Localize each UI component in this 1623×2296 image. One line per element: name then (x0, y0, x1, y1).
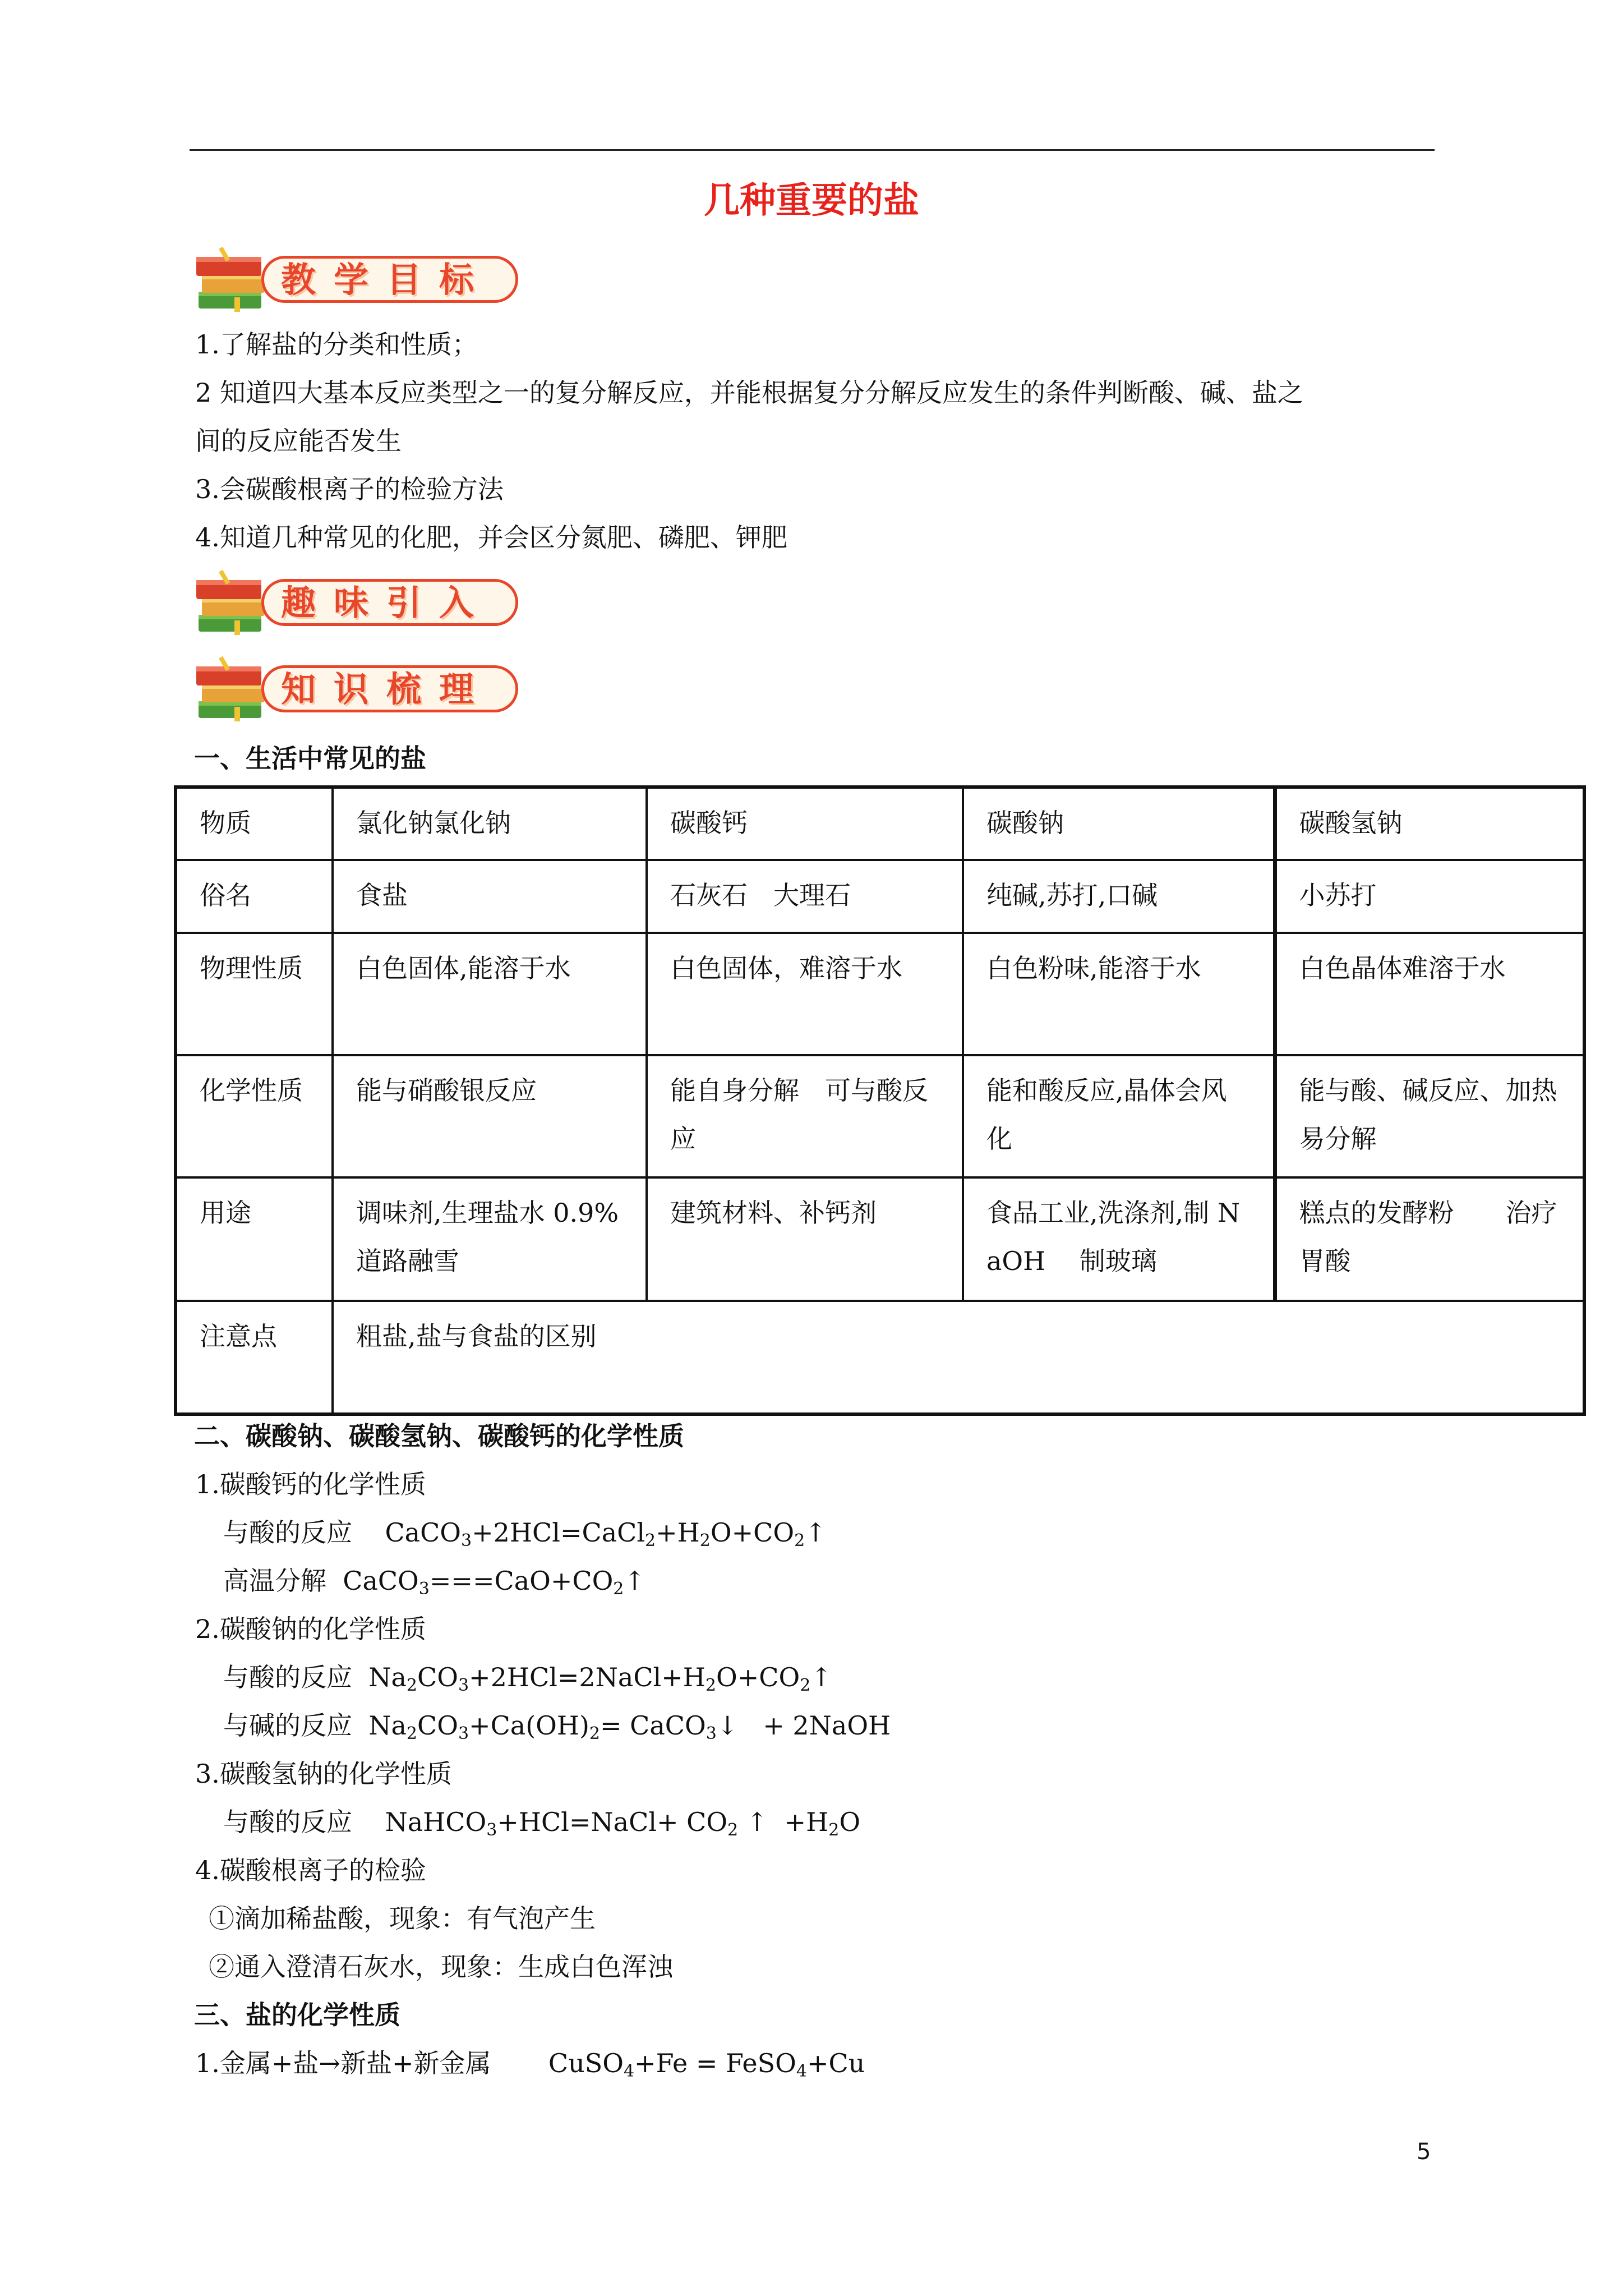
table-cell: 白色固体，难溶于水 (647, 933, 963, 1055)
table-cell: 俗名 (176, 860, 333, 933)
goal-2b: 间的反应能否发生 (195, 426, 402, 456)
co3-step-2: ②通入澄清石灰水，现象：生成白色浑浊 (209, 1952, 673, 1982)
table-header-row (176, 787, 1584, 860)
table-cell: 调味剂,生理盐水 0.9% 道路融雪 (333, 1177, 647, 1301)
books-icon (194, 567, 273, 639)
nahco3-title: 3.碳酸氢钠的化学性质 (195, 1759, 452, 1789)
table-cell: 食盐 (333, 860, 647, 933)
table-cell: 白色粉味,能溶于水 (963, 933, 1275, 1055)
goal-1: 1.了解盐的分类和性质； (195, 329, 478, 360)
table-cell: 能和酸反应,晶体会风化 (963, 1055, 1275, 1177)
table-cell: 碳酸钠 (963, 787, 1275, 860)
table-cell: 糕点的发酵粉 治疗胃酸 (1275, 1177, 1584, 1301)
table-cell: 氯化钠氯化钠 (333, 787, 647, 860)
table-row (176, 1177, 1584, 1301)
banner-knowledge-text: 知识梳理 (281, 669, 492, 710)
section-3-heading: 三、盐的化学性质 (194, 2000, 400, 2030)
table-row (176, 1301, 1584, 1414)
banner-intro-text: 趣味引入 (281, 582, 492, 623)
banner-goals-text: 教学目标 (281, 259, 492, 300)
table-cell: 物理性质 (176, 933, 333, 1055)
table-row (176, 860, 1584, 933)
caco3-title: 1.碳酸钙的化学性质 (195, 1469, 426, 1499)
banner-knowledge (194, 653, 531, 723)
page-number: 5 (1417, 2139, 1431, 2165)
books-icon (194, 653, 273, 726)
table-cell: 粗盐,盐与食盐的区别 (333, 1301, 1584, 1414)
banner-intro (194, 567, 531, 636)
caco3-acid: 与酸的反应 $CaCO_3+2HCl=CaCl_2+H_2O+CO_2↑$ (223, 1517, 827, 1550)
table-cell: 碳酸氢钠 (1275, 787, 1584, 860)
table-row (176, 933, 1584, 1055)
nahco3-acid: 与酸的反应 NaHCO$_3$+HCl=NaCl+ $CO_2$ ↑ $+H_2O$ (223, 1807, 861, 1840)
page-title: 几种重要的盐 (704, 180, 919, 222)
table-cell: 白色固体,能溶于水 (333, 933, 647, 1055)
salt-property-1: 1.金属+盐→新盐+新金属 CuSO$_4$+Fe = FeSO$_4$+Cu (195, 2048, 865, 2081)
books-icon (194, 243, 273, 316)
goal-4: 4.知道几种常见的化肥，并会区分氮肥、磷肥、钾肥 (195, 522, 787, 553)
table-cell: 碳酸钙 (647, 787, 963, 860)
section-2-heading: 二、碳酸钠、碳酸氢钠、碳酸钙的化学性质 (194, 1421, 684, 1451)
table-cell: 能与硝酸银反应 (333, 1055, 647, 1177)
na2co3-acid: 与酸的反应 $Na_2CO_3+2HCl=2NaCl+H_2O+CO_2↑$ (223, 1662, 832, 1695)
table-cell: 化学性质 (176, 1055, 333, 1177)
goal-3: 3.会碳酸根离子的检验方法 (195, 474, 504, 504)
na2co3-title: 2.碳酸钠的化学性质 (195, 1614, 426, 1644)
table-cell: 用途 (176, 1177, 333, 1301)
table-cell: 白色晶体难溶于水 (1275, 933, 1584, 1055)
table-cell: 食品工业,洗涤剂,制 NaOH 制玻璃 (963, 1177, 1275, 1301)
na2co3-base: 与碱的反应 $Na_2CO_3+Ca(OH)_2=$ CaCO$_3$↓ + 2NaOH (223, 1710, 891, 1743)
table-cell: 能自身分解 可与酸反应 (647, 1055, 963, 1177)
section-1-heading: 一、生活中常见的盐 (194, 743, 426, 774)
table-cell: 纯碱,苏打,口碱 (963, 860, 1275, 933)
co3-title: 4.碳酸根离子的检验 (195, 1855, 426, 1885)
caco3-heat: 高温分解 $CaCO_3===CaO+CO_2↑$ (223, 1566, 645, 1599)
table-row (176, 1055, 1584, 1177)
table-cell: 能与酸、碱反应、加热易分解 (1275, 1055, 1584, 1177)
table-cell: 建筑材料、补钙剂 (647, 1177, 963, 1301)
table-cell: 物质 (176, 787, 333, 860)
table-cell: 注意点 (176, 1301, 333, 1414)
goal-2a: 2 知道四大基本反应类型之一的复分解反应，并能根据复分分解反应发生的条件判断酸、碱、盐之 (195, 378, 1303, 408)
banner-goals (194, 243, 531, 313)
salts-table (174, 785, 1586, 1416)
header-rule (190, 149, 1435, 151)
co3-step-1: ①滴加稀盐酸，现象：有气泡产生 (209, 1903, 596, 1934)
table-cell: 石灰石 大理石 (647, 860, 963, 933)
table-cell: 小苏打 (1275, 860, 1584, 933)
